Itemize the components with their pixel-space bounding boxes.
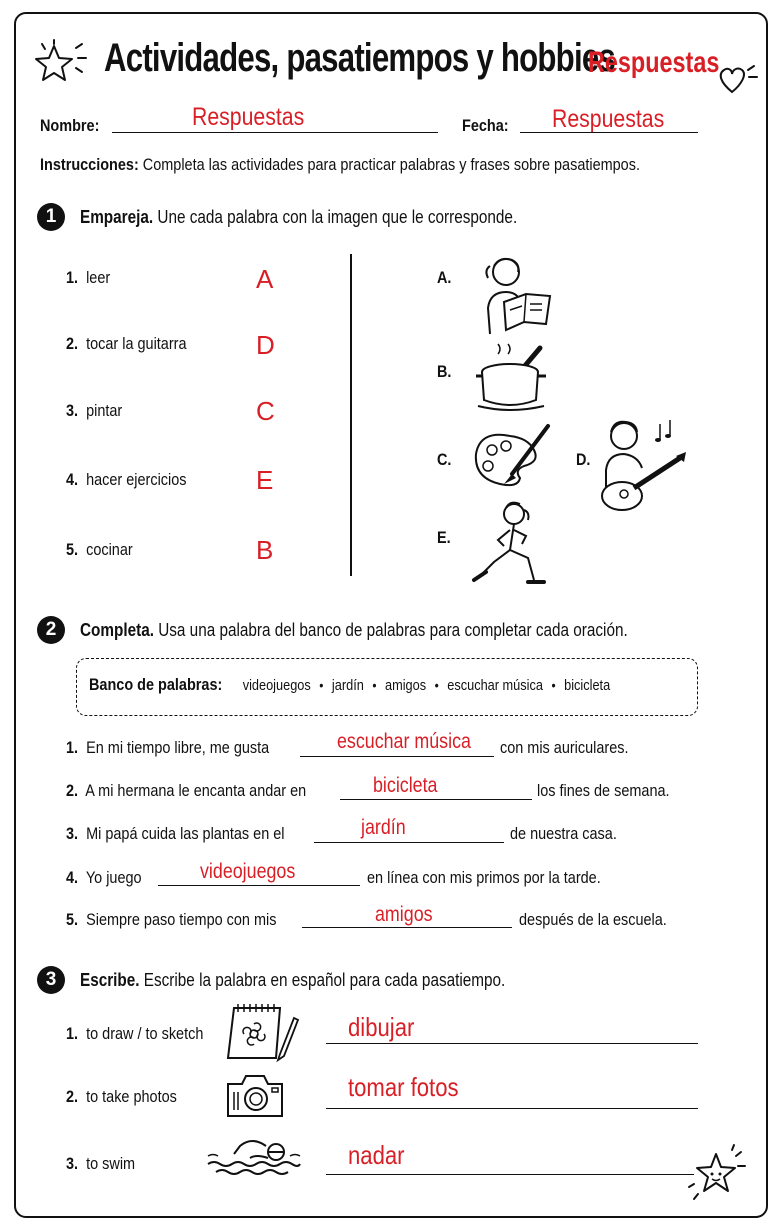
write-item-number: 1. [66,1024,79,1043]
cooking-pot-icon [476,344,552,412]
image-letter: A. [437,268,452,287]
paint-palette-icon [470,422,552,490]
word-bank-word: amigos [384,677,427,694]
heart-doodle-icon [716,62,762,98]
section-2-title: Completa. [80,620,154,640]
write-item-number: 3. [66,1154,79,1173]
sentence-number: 3. [66,824,79,843]
answer-line [302,927,512,928]
sentence-answer[interactable]: videojuegos [200,860,296,883]
sentence-number: 2. [66,781,79,800]
image-letter: E. [437,528,451,547]
sentence-after: en línea con mis primos por la tarde. [367,868,601,887]
sentence-answer[interactable]: escuchar música [337,730,471,753]
answer-line [326,1108,698,1109]
name-line [112,132,438,133]
guitar-boy-icon [594,414,690,520]
date-value[interactable]: Respuestas [552,105,665,133]
write-item-number: 2. [66,1087,79,1106]
match-divider [350,254,352,576]
sketchbook-icon [226,1002,298,1060]
match-item-word: pintar [86,401,123,420]
word-bank: Banco de palabras: videojuegos • jardín • amigos • escuchar música • bicicleta [76,658,698,716]
answer-line [326,1174,694,1175]
section-1-title: Empareja. [80,207,154,227]
match-answer[interactable]: D [256,330,275,360]
section-1-number: 1 [37,203,65,231]
smiling-star-icon [688,1144,748,1202]
sentence-before: En mi tiempo libre, me gusta [86,738,270,757]
section-2-header [80,620,628,641]
sentence-before: Mi papá cuida las plantas en el [86,824,285,843]
match-item-number: 5. [66,540,79,559]
word-bank-word: bicicleta [564,677,611,694]
word-bank-word: videojuegos [242,677,311,694]
star-doodle-icon [34,38,94,88]
match-item-word: cocinar [86,540,133,559]
page-title: Actividades, pasatiempos y hobbies [104,36,615,80]
instructions [40,155,640,175]
section-3-number: 3 [37,966,65,994]
instructions-text: Completa las actividades para practicar palabras y frases sobre pasatiempos. [142,155,640,174]
image-letter: C. [437,450,452,469]
section-1-instruction: Une cada palabra con la imagen que le corresponde. [157,207,518,227]
sentence-before: Yo juego [85,868,142,887]
name-label: Nombre: [40,116,100,135]
sentence-answer[interactable]: amigos [375,903,433,926]
instructions-label: Instrucciones: [40,155,139,174]
swimmer-icon [206,1134,302,1182]
sentence-after: de nuestra casa. [510,824,617,843]
match-item-number: 4. [66,470,79,489]
word-bank-word: escuchar música [447,677,543,694]
exercise-girl-icon [470,500,550,588]
answer-line [300,756,494,757]
match-answer[interactable]: C [256,396,275,426]
sentence-answer[interactable]: jardín [361,816,406,839]
sentence-answer[interactable]: bicicleta [373,774,438,797]
sentence-after: después de la escuela. [519,910,667,929]
name-value[interactable]: Respuestas [192,103,305,131]
match-item-number: 3. [66,401,79,420]
section-3-header [80,970,505,991]
section-2-number: 2 [37,616,65,644]
match-item-word: tocar la guitarra [86,334,187,353]
reading-girl-icon [476,252,554,336]
sentence-after: los fines de semana. [537,781,670,800]
match-answer[interactable]: E [256,465,274,495]
write-item-prompt: to swim [86,1154,136,1173]
write-answer[interactable]: tomar fotos [348,1072,459,1102]
answer-line [326,1043,698,1044]
write-answer[interactable]: dibujar [348,1012,415,1042]
answer-key-label: Respuestas [588,46,720,79]
sentence-before: A mi hermana le encanta andar en [85,781,307,800]
answer-line [314,842,504,843]
sentence-number: 5. [66,910,79,929]
image-letter: B. [437,362,452,381]
word-bank-label: Banco de palabras: [89,675,223,694]
answer-line [340,799,532,800]
image-letter: D. [576,450,591,469]
write-item-prompt: to draw / to sketch [86,1024,204,1043]
section-1-header [80,207,517,228]
sentence-number: 1. [66,738,79,757]
match-item-number: 1. [66,268,79,287]
sentence-before: Siempre paso tiempo con mis [86,910,277,929]
word-bank-word: jardín [331,677,364,694]
sentence-after: con mis auriculares. [500,738,629,757]
camera-icon [226,1072,284,1118]
match-answer[interactable]: A [256,264,274,294]
write-answer[interactable]: nadar [348,1140,405,1170]
sentence-number: 4. [66,868,79,887]
section-3-instruction: Escribe la palabra en español para cada pasatiempo. [143,970,506,990]
date-label: Fecha: [462,116,509,135]
section-3-title: Escribe. [80,970,140,990]
match-answer[interactable]: B [256,535,274,565]
match-item-word: hacer ejercicios [86,470,187,489]
match-item-word: leer [86,268,111,287]
write-item-prompt: to take photos [86,1087,177,1106]
section-2-instruction: Usa una palabra del banco de palabras para completar cada oración. [158,620,628,640]
answer-line [158,885,360,886]
match-item-number: 2. [66,334,79,353]
